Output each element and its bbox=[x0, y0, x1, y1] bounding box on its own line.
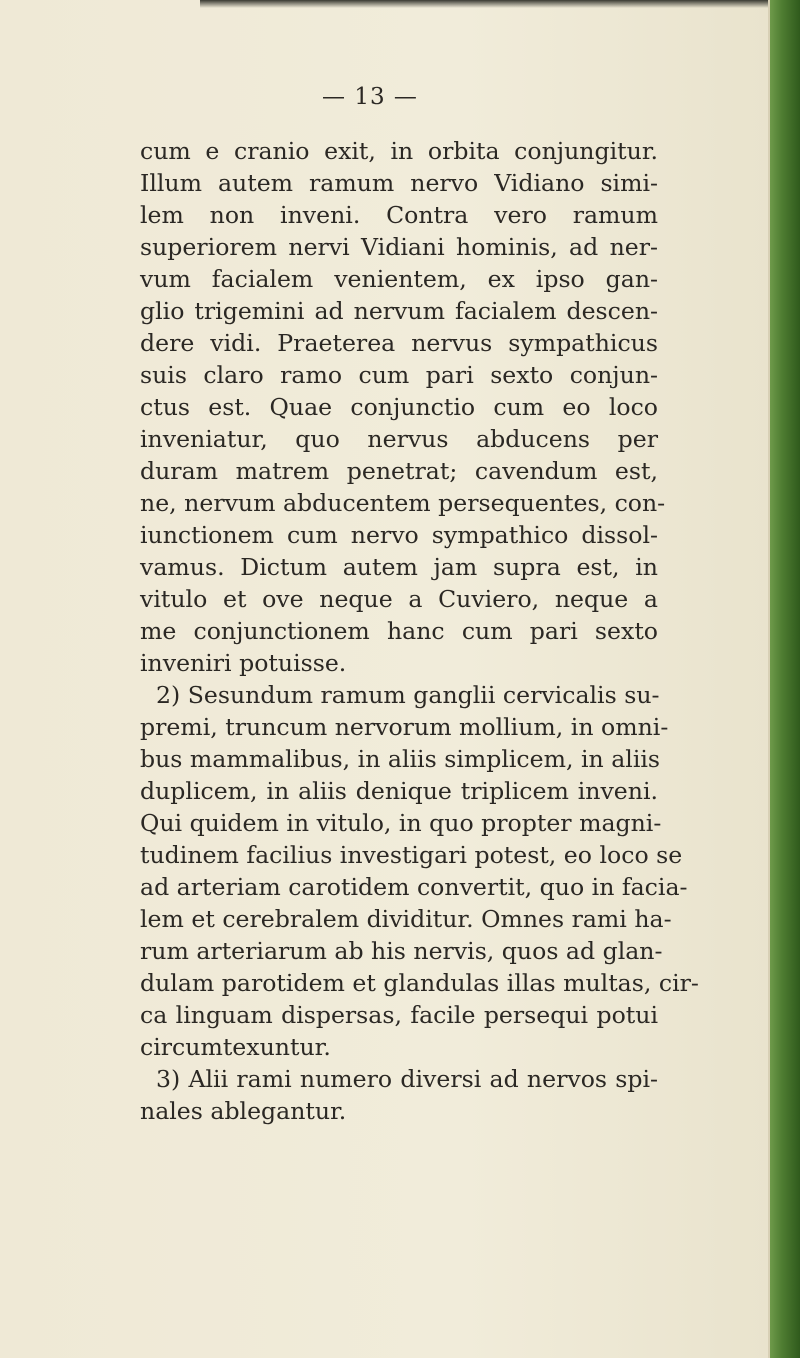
text-line: superiorem nervi Vidiani hominis, ad ner- bbox=[140, 233, 658, 261]
text-line: ne, nervum abducentem persequentes, con- bbox=[140, 489, 666, 517]
text-line: tudinem facilius investigari potest, eo loco se bbox=[140, 841, 683, 869]
text-line: vitulo et ove neque a Cuviero, neque a bbox=[140, 585, 658, 613]
text-line: inveniri potuisse. bbox=[140, 649, 347, 677]
text-line: cum e cranio exit, in orbita conjungitur. bbox=[140, 137, 658, 165]
page-number: — 13 — bbox=[322, 84, 418, 110]
text-line: 2) Sesundum ramum ganglii cervicalis su- bbox=[156, 681, 660, 709]
text-line: duram matrem penetrat; cavendum est, bbox=[140, 457, 658, 485]
text-line: bus mammalibus, in aliis simplicem, in aliis bbox=[140, 745, 661, 773]
text-line: dere vidi. Praeterea nervus sympathicus bbox=[140, 329, 658, 357]
body-text bbox=[140, 135, 699, 1127]
text-line: nales ablegantur. bbox=[140, 1097, 347, 1125]
text-line: suis claro ramo cum pari sexto conjun- bbox=[140, 361, 658, 389]
text-line: lem non inveni. Contra vero ramum bbox=[140, 201, 658, 229]
book-binding-edge bbox=[768, 0, 800, 1358]
text-line: ctus est. Quae conjunctio cum eo loco bbox=[140, 393, 658, 421]
text-line: premi, truncum nervorum mollium, in omni- bbox=[140, 713, 669, 741]
text-line: dulam parotidem et glandulas illas multas, cir- bbox=[140, 969, 699, 997]
text-line: glio trigemini ad nervum facialem descen- bbox=[140, 297, 658, 325]
text-line: circumtexuntur. bbox=[140, 1033, 331, 1061]
text-line: ad arteriam carotidem convertit, quo in facia- bbox=[140, 873, 688, 901]
text-line: 3) Alii rami numero diversi ad nervos spi- bbox=[156, 1065, 658, 1093]
text-line: inveniatur, quo nervus abducens per bbox=[140, 425, 658, 453]
text-line: lem et cerebralem dividitur. Omnes rami ha- bbox=[140, 905, 672, 933]
text-line: rum arteriarum ab his nervis, quos ad glan- bbox=[140, 937, 663, 965]
text-line: vamus. Dictum autem jam supra est, in bbox=[140, 553, 658, 581]
text-line: Illum autem ramum nervo Vidiano simi- bbox=[140, 169, 658, 197]
text-line: ca linguam dispersas, facile persequi potui bbox=[140, 1001, 658, 1029]
page-top-shadow bbox=[200, 0, 770, 8]
text-line: duplicem, in aliis denique triplicem inveni. bbox=[140, 777, 658, 805]
text-line: iunctionem cum nervo sympathico dissol- bbox=[140, 521, 658, 549]
text-line: Qui quidem in vitulo, in quo propter magni- bbox=[140, 809, 662, 837]
text-line: me conjunctionem hanc cum pari sexto bbox=[140, 617, 658, 645]
text-line: vum facialem venientem, ex ipso gan- bbox=[140, 265, 658, 293]
